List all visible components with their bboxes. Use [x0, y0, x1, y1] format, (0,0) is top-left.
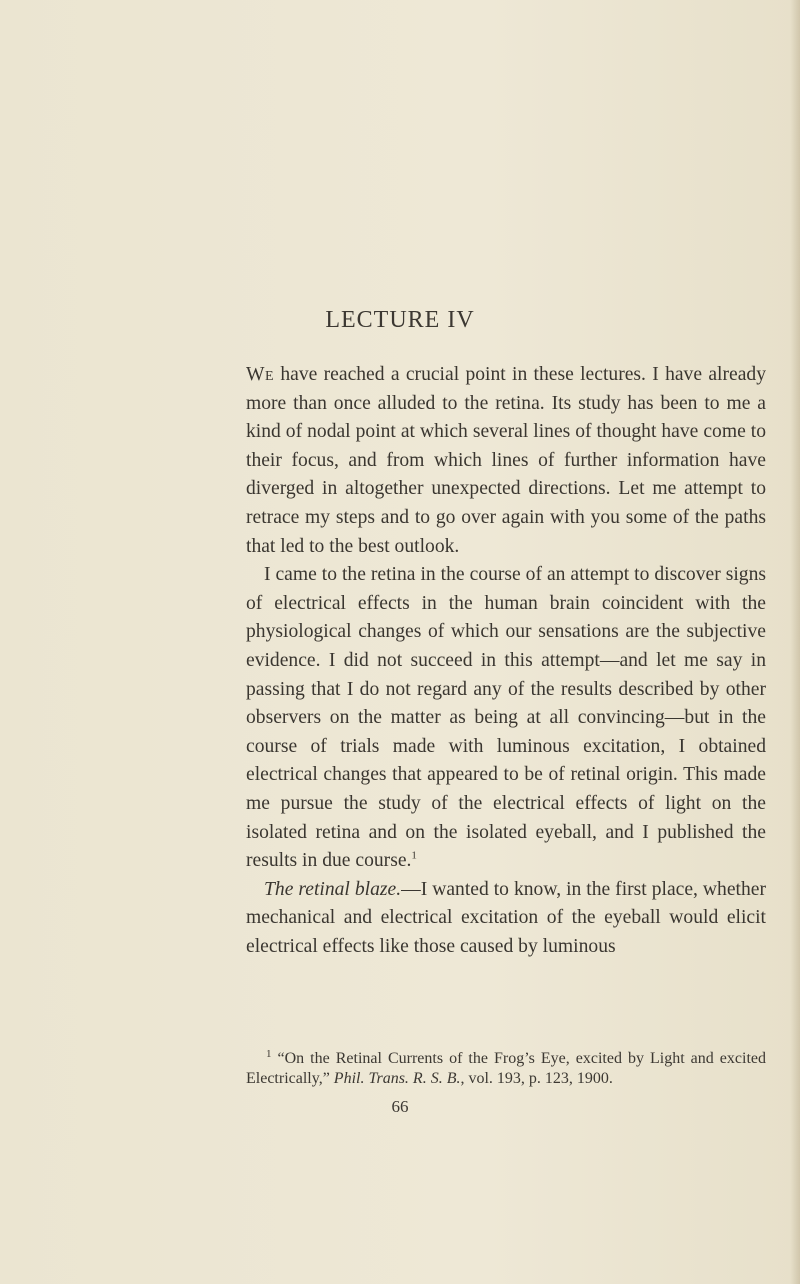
- page-edge-shadow: [790, 0, 800, 1284]
- paragraph-3: [246, 876, 766, 962]
- footnote-journal: Phil. Trans. R. S. B.: [333, 1070, 461, 1087]
- body-text: [246, 361, 766, 961]
- footnote-text-after: , vol. 193, p. 123, 1900.: [460, 1070, 613, 1087]
- paragraph-2-text: I came to the retina in the course of an attempt to discover signs of electrical effects in the human brain coincident with the physiological changes of which our sensations are the subjective evidence. I did not succeed in this attempt—and let me say in passing that I do not regard any of the results described by other observers on the matter as being at all convincing—but in the course of trials made with luminous excitation, I obtained electrical changes that appeared to be of retinal origin. This made me pursue the study of the electrical effects of light on the isolated retina and on the isolated eyeball, and I published the results in due course.: [246, 564, 766, 872]
- footnote-number: 1: [266, 1047, 272, 1060]
- footnote: [246, 1049, 766, 1089]
- page-number: 66: [391, 1097, 409, 1116]
- paragraph-1-opening-word: We: [246, 364, 275, 385]
- section-title-retinal-blaze: The retinal blaze.: [264, 878, 402, 900]
- paragraph-3-text: —I wanted to know, in the first place, whether mechanical and electrical excitation of the eyeball would elicit electrical effects like those caused by luminous: [246, 878, 767, 957]
- paragraph-2: [246, 561, 766, 876]
- paragraph-1-text: have reached a crucial point in these lectures. I have already more than once alluded to the retina. Its study has been to me a kind of nodal point at which several lines of thought have come to their focus, and from which lines of further information have diverged in altogether unexpected directions. Let me attempt to retrace my steps and to go over again with you some of the paths that led to the best outlook.: [246, 364, 767, 557]
- paragraph-1: [246, 361, 766, 561]
- footnote-reference: 1: [411, 849, 417, 862]
- lecture-heading: LECTURE IV: [325, 307, 475, 333]
- footnote-text-before: “On the Retinal Currents of the Frog’s Eye, excited by Light and excited Electrically,”: [246, 1050, 766, 1087]
